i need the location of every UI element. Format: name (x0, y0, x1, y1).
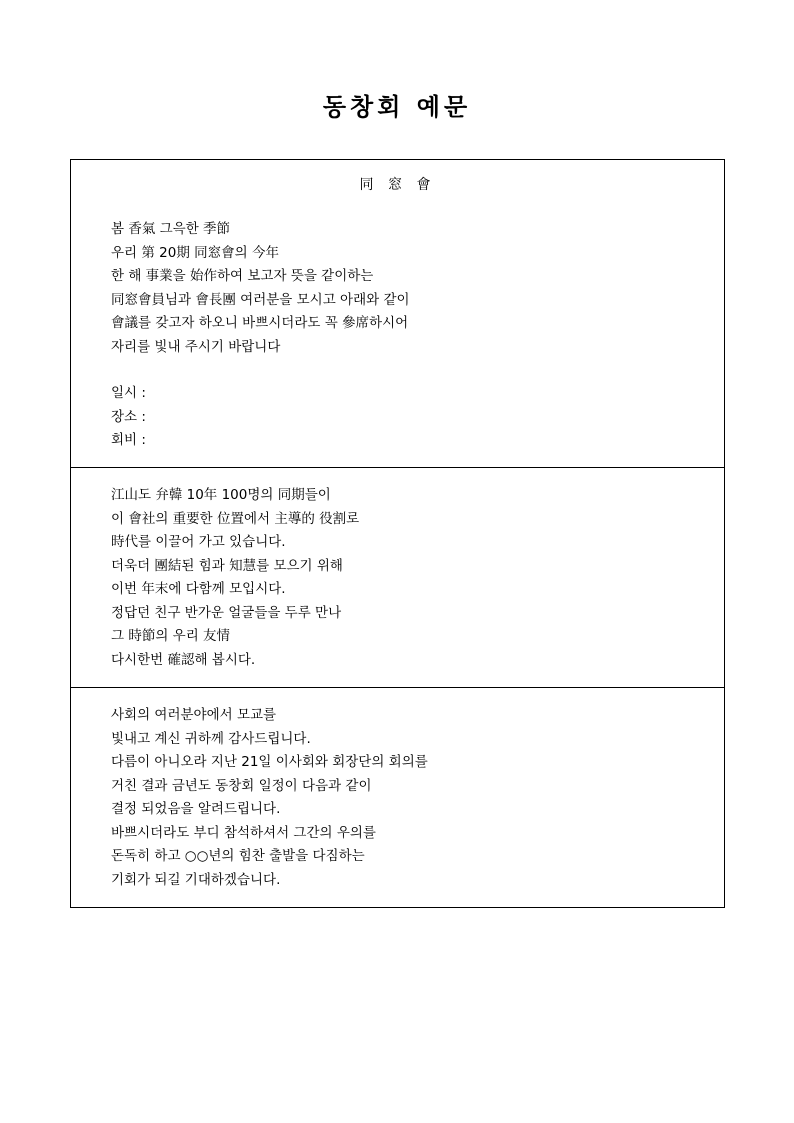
text-line: 江山도 弁韓 10年 100명의 同期들이 (111, 487, 331, 503)
section-heading: 同 窓 會 (359, 177, 436, 193)
text-line: 돈독히 하고 ○○년의 힘찬 출발을 다짐하는 (111, 848, 365, 864)
text-line: 時代를 이끌어 가고 있습니다. (111, 534, 286, 550)
text-line: 다름이 아니오라 지난 21일 이사회와 회장단의 회의를 (111, 754, 428, 770)
place-label: 장소 : (111, 408, 146, 425)
text-line: 더욱더 團結된 힘과 知慧를 모으기 위해 (111, 557, 343, 574)
text-line: 바쁘시더라도 부디 참석하셔서 그간의 우의를 (111, 824, 376, 841)
example-3-text (111, 704, 428, 892)
text-line: 봄 香氣 그윽한 季節 (111, 221, 231, 237)
text-line: 다시한번 確認해 봅시다. (111, 651, 256, 668)
section-example-2 (71, 467, 724, 687)
text-line: 우리 第 20期 同窓會의 今年 (111, 244, 279, 261)
example-2-text (111, 484, 359, 672)
date-label: 일시 : (111, 385, 146, 401)
fee-label: 회비 : (111, 432, 146, 448)
text-line: 會議를 갖고자 하오니 바쁘시더라도 꼭 參席하시어 (111, 315, 409, 331)
text-line: 빛내고 계신 귀하께 감사드립니다. (111, 730, 311, 747)
text-line: 그 時節의 우리 友情 (111, 628, 231, 644)
text-line: 정답던 친구 반가운 얼굴들을 두루 만나 (111, 604, 342, 621)
text-line: 同窓會員님과 會長團 여러분을 모시고 아래와 같이 (111, 291, 410, 308)
event-info (111, 382, 146, 453)
text-line: 한 해 事業을 始作하여 보고자 뜻을 같이하는 (111, 268, 374, 284)
content-table (70, 159, 725, 908)
section-example-3 (71, 687, 724, 907)
text-line: 이번 年末에 다함께 모입시다. (111, 581, 286, 597)
text-line: 거친 결과 금년도 동창회 일정이 다음과 같이 (111, 777, 372, 794)
text-line: 결정 되었음을 알려드립니다. (111, 801, 281, 817)
invitation-text (111, 218, 410, 359)
section-invitation (71, 160, 724, 467)
text-line: 사회의 여러분야에서 모교를 (111, 707, 277, 723)
text-line: 기회가 되길 기대하겠습니다. (111, 871, 281, 888)
page-title: 동창회 예문 (322, 92, 472, 121)
text-line: 이 會社의 重要한 位置에서 主導的 役割로 (111, 510, 360, 527)
text-line: 자리를 빛내 주시기 바랍니다 (111, 338, 281, 355)
